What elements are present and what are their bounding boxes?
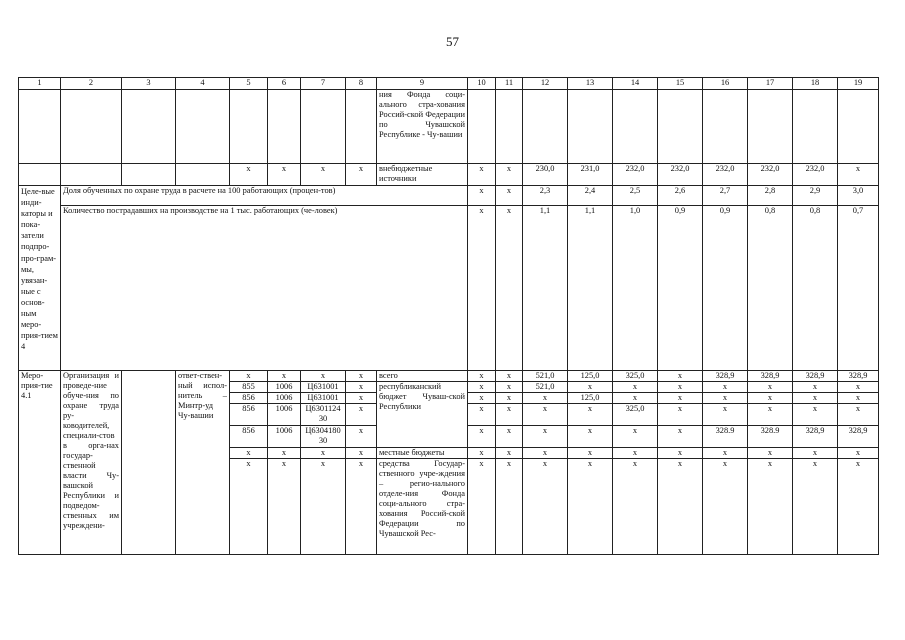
budget-table [18, 77, 879, 555]
table-cell: 2,4 [568, 186, 613, 206]
table-cell: x [301, 371, 346, 382]
table-cell: x [496, 371, 523, 382]
table-cell: x [230, 448, 268, 459]
table-cell: x [658, 404, 703, 426]
table-cell: x [230, 164, 268, 186]
table-cell: x [268, 371, 301, 382]
table-cell: x [838, 448, 879, 459]
table-cell: 0,9 [658, 206, 703, 371]
table-cell: 17 [748, 78, 793, 90]
table-cell: x [230, 459, 268, 555]
table-cell: x [658, 459, 703, 555]
table-cell: x [496, 393, 523, 404]
table-cell: x [268, 448, 301, 459]
table-cell: x [748, 459, 793, 555]
table-cell: x [748, 393, 793, 404]
table-cell: x [748, 448, 793, 459]
table-cell: x [613, 448, 658, 459]
table-cell: 0,8 [748, 206, 793, 371]
table-cell: 521,0 [523, 371, 568, 382]
table-cell: 4 [176, 78, 230, 90]
table-cell: 231,0 [568, 164, 613, 186]
table-cell: 1,1 [568, 206, 613, 371]
table-cell: Ц6304180 30 [301, 426, 346, 448]
table-cell: 7 [301, 78, 346, 90]
table-cell: 16 [703, 78, 748, 90]
table-cell: x [748, 404, 793, 426]
table-cell: 1 [19, 78, 61, 90]
table-cell: x [230, 371, 268, 382]
table-cell: x [703, 393, 748, 404]
table-cell: 328,9 [838, 426, 879, 448]
table-cell: всего [377, 371, 468, 382]
table-cell: 328,9 [748, 371, 793, 382]
table-cell: 325,0 [613, 371, 658, 382]
table-cell: 2,8 [748, 186, 793, 206]
table-cell: x [703, 448, 748, 459]
table-cell: 232,0 [613, 164, 658, 186]
table-cell: x [346, 459, 377, 555]
table-cell: x [613, 382, 658, 393]
table-cell: 328,9 [793, 426, 838, 448]
table-cell: x [748, 382, 793, 393]
table-cell: x [468, 186, 496, 206]
table-cell: x [496, 164, 523, 186]
table-cell: 15 [658, 78, 703, 90]
measure-name: Организация и проведе-ние обуче-ния по охране труда ру-ководителей, специали-стов в орга-нах государ-ственной власти Чу-вашской Республики и подведом-ственных им учреждени- [61, 371, 122, 555]
table-cell: 1006 [268, 426, 301, 448]
table-cell: x [346, 393, 377, 404]
table-cell: 12 [523, 78, 568, 90]
table-cell: x [838, 404, 879, 426]
table-cell: 232,0 [793, 164, 838, 186]
table-cell: x [838, 459, 879, 555]
table-cell: 1,1 [523, 206, 568, 371]
table-cell: x [703, 382, 748, 393]
table-cell: x [658, 393, 703, 404]
table-cell: x [703, 404, 748, 426]
table-row [19, 186, 879, 206]
table-cell: внебюджетные источники [377, 164, 468, 186]
table-cell: 10 [468, 78, 496, 90]
table-cell: x [568, 459, 613, 555]
table-cell: 1006 [268, 404, 301, 426]
table-cell: 232,0 [658, 164, 703, 186]
indicators-label: Целе-вые инди-каторы и пока-затели подпро-про-грам-мы, увязан-ные с основ-ным меро-прия-тием 4 [19, 186, 61, 371]
table-cell: 1006 [268, 382, 301, 393]
table-cell: x [468, 404, 496, 426]
table-cell: 855 [230, 382, 268, 393]
table-cell: x [793, 393, 838, 404]
table-cell: 0,8 [793, 206, 838, 371]
table-row [19, 90, 879, 164]
table-cell: 521,0 [523, 382, 568, 393]
table-cell: x [346, 404, 377, 426]
indicator-name: Количество пострадавших на производстве на 1 тыс. работающих (че-ловек) [61, 206, 468, 371]
table-cell: 2,7 [703, 186, 748, 206]
table-cell: 328,9 [793, 371, 838, 382]
measure-label: Меро-прия-тие 4.1 [19, 371, 61, 555]
table-cell: 856 [230, 404, 268, 426]
page-number: 57 [446, 34, 459, 49]
table-cell: x [496, 206, 523, 371]
table-cell: x [468, 206, 496, 371]
table-cell: 2 [61, 78, 122, 90]
table-cell: 328,9 [703, 371, 748, 382]
table-cell: x [496, 404, 523, 426]
table-cell: республиканский бюджет Чуваш-ской Республики [377, 382, 468, 448]
source-cell: ния Фонда соци-ального стра-хования Россий-ской Федерации по Чувашской Республике - Чу-вашии [377, 90, 468, 164]
table-cell: x [838, 382, 879, 393]
table-cell: 232,0 [703, 164, 748, 186]
table-cell: 6 [268, 78, 301, 90]
table-cell: 8 [346, 78, 377, 90]
table-cell: 328.9 [748, 426, 793, 448]
table-cell: x [346, 164, 377, 186]
table-cell: x [468, 426, 496, 448]
table-cell: x [468, 382, 496, 393]
table-cell: x [346, 371, 377, 382]
table-cell: x [346, 448, 377, 459]
table-cell: x [301, 459, 346, 555]
table-cell: x [301, 164, 346, 186]
table-cell: 125,0 [568, 371, 613, 382]
table-cell: 2,5 [613, 186, 658, 206]
table-cell: x [658, 382, 703, 393]
table-cell: 328,9 [838, 371, 879, 382]
table-cell: x [496, 186, 523, 206]
table-cell: x [523, 459, 568, 555]
table-cell: x [793, 459, 838, 555]
table-row [19, 371, 879, 382]
table-cell: x [568, 448, 613, 459]
table-cell: 856 [230, 426, 268, 448]
table-cell: 13 [568, 78, 613, 90]
table-cell: 856 [230, 393, 268, 404]
table-cell: x [346, 426, 377, 448]
table-cell: 0,9 [703, 206, 748, 371]
table-cell: 1006 [268, 393, 301, 404]
table-cell: x [468, 164, 496, 186]
table-cell: x [523, 393, 568, 404]
table-cell: x [523, 426, 568, 448]
table-cell: x [468, 371, 496, 382]
table-cell: 18 [793, 78, 838, 90]
table-cell: x [568, 426, 613, 448]
table-cell: 5 [230, 78, 268, 90]
table-cell: x [658, 426, 703, 448]
table-cell: x [703, 459, 748, 555]
table-cell: x [793, 382, 838, 393]
table-cell: x [468, 393, 496, 404]
table-cell: Ц631001 [301, 393, 346, 404]
table-cell: местные бюджеты [377, 448, 468, 459]
table-cell: x [268, 459, 301, 555]
table-cell: x [793, 448, 838, 459]
table-cell: x [658, 371, 703, 382]
responsible-executor: ответ-ствен-ный испол-нитель – Минтр-уд Чу-вашии [176, 371, 230, 555]
table-cell: x [613, 426, 658, 448]
table-cell: x [568, 382, 613, 393]
table-cell: x [468, 448, 496, 459]
table-cell: 3 [122, 78, 176, 90]
table-cell: 11 [496, 78, 523, 90]
table-cell: x [496, 426, 523, 448]
table-cell: x [301, 448, 346, 459]
table-cell: x [468, 459, 496, 555]
table-cell: Ц6301124 30 [301, 404, 346, 426]
table-cell: 9 [377, 78, 468, 90]
table-cell: x [838, 164, 879, 186]
table-cell: 2,6 [658, 186, 703, 206]
table-cell: 19 [838, 78, 879, 90]
table-cell: 14 [613, 78, 658, 90]
table-row [19, 164, 879, 186]
table-cell: 325,0 [613, 404, 658, 426]
table-cell: x [568, 404, 613, 426]
table-cell: 230,0 [523, 164, 568, 186]
table-cell: 3,0 [838, 186, 879, 206]
indicator-name: Доля обученных по охране труда в расчете на 100 работающих (процен-тов) [61, 186, 468, 206]
table-row [19, 206, 879, 371]
table-cell: 1,0 [613, 206, 658, 371]
table-cell: x [613, 459, 658, 555]
table-cell: 2,9 [793, 186, 838, 206]
table-cell: x [793, 404, 838, 426]
table-cell: x [838, 393, 879, 404]
table-cell: x [613, 393, 658, 404]
table-cell: x [496, 448, 523, 459]
table-cell: x [268, 164, 301, 186]
table-cell: x [658, 448, 703, 459]
table-cell: 0,7 [838, 206, 879, 371]
table-cell: x [346, 382, 377, 393]
table-cell: x [523, 448, 568, 459]
table-cell: Ц631001 [301, 382, 346, 393]
table-cell: 125,0 [568, 393, 613, 404]
table-cell: 232,0 [748, 164, 793, 186]
table-cell: 2,3 [523, 186, 568, 206]
table-cell: x [523, 404, 568, 426]
table-cell: x [496, 382, 523, 393]
column-header-row [19, 78, 879, 90]
table-cell: 328.9 [703, 426, 748, 448]
table-cell: средства Государ-ственного учре-ждения – регио-нального отделе-ния Фонда соци-ального стра-хования Россий-ской Федерации по Чувашской Рес- [377, 459, 468, 555]
table-cell: x [496, 459, 523, 555]
